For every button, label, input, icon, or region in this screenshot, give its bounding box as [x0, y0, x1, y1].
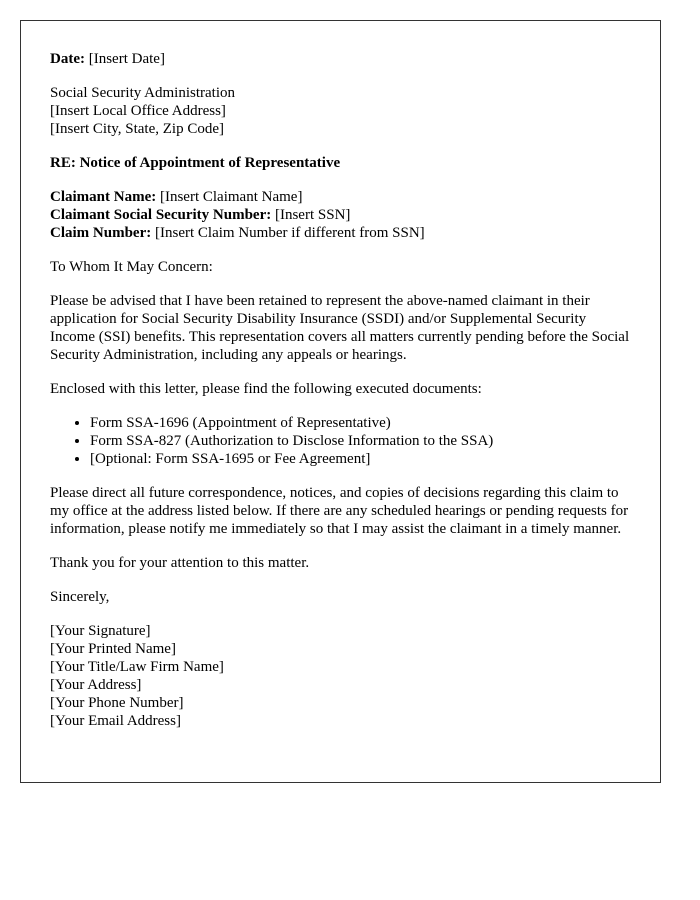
- recipient-line: [Insert Local Office Address]: [50, 103, 226, 119]
- claimant-name-label: Claimant Name:: [50, 189, 157, 205]
- recipient-address: [50, 84, 632, 138]
- recipient-line: [Insert City, State, Zip Code]: [50, 121, 224, 137]
- signature-block: [50, 622, 632, 730]
- enclosures-list: [50, 414, 632, 468]
- claim-number-line: [50, 224, 632, 242]
- claimant-name-line: [50, 188, 632, 206]
- claim-number-value: [Insert Claim Number if different from SSN]: [155, 225, 425, 241]
- subject-text: RE: Notice of Appointment of Representative: [50, 155, 341, 171]
- thanks-line: Thank you for your attention to this matter.: [50, 555, 310, 571]
- date-value: [Insert Date]: [88, 51, 165, 67]
- enclosure-item: • Form SSA-1696 (Appointment of Representative): [90, 414, 632, 432]
- claimant-name-value: [Insert Claimant Name]: [159, 189, 303, 205]
- enclosure-item: • [Optional: Form SSA-1695 or Fee Agreement]: [90, 450, 632, 468]
- subject-line: [50, 154, 632, 172]
- signature-line: [Your Address]: [50, 677, 142, 693]
- letter-document: [20, 20, 661, 783]
- claim-number-label: Claim Number:: [50, 225, 152, 241]
- signature-line: [Your Printed Name]: [50, 641, 176, 657]
- claimant-ssn-value: [Insert SSN]: [274, 207, 351, 223]
- signature-line: [Your Email Address]: [50, 713, 181, 729]
- signature-line: [Your Signature]: [50, 623, 151, 639]
- signature-line: [Your Phone Number]: [50, 695, 184, 711]
- body-paragraph-1: Please be advised that I have been retained to represent the above-named claimant in their application for Social Security Disability Insurance (SSDI) and/or Supplemental Security Income (SSI) benefits. This representation covers all matters currently pending before the Social Security Administration, including any appeals or hearings.: [50, 293, 630, 363]
- claimant-ssn-label: Claimant Social Security Number:: [50, 207, 272, 223]
- body-paragraph-2: Enclosed with this letter, please find the following executed documents:: [50, 381, 482, 397]
- closing: Sincerely,: [50, 589, 110, 605]
- recipient-line: Social Security Administration: [50, 85, 235, 101]
- body-paragraph-3: Please direct all future correspondence, notices, and copies of decisions regarding this claim to my office at the address listed below. If there are any scheduled hearings or pending requests for information, please notify me immediately so that I may assist the claimant in a timely manner.: [50, 485, 629, 537]
- claimant-info: [50, 188, 632, 242]
- enclosure-item: • Form SSA-827 (Authorization to Disclose Information to the SSA): [90, 432, 632, 450]
- date-line: [50, 50, 632, 68]
- signature-line: [Your Title/Law Firm Name]: [50, 659, 224, 675]
- claimant-ssn-line: [50, 206, 632, 224]
- date-label: Date:: [50, 51, 85, 67]
- salutation: To Whom It May Concern:: [50, 259, 213, 275]
